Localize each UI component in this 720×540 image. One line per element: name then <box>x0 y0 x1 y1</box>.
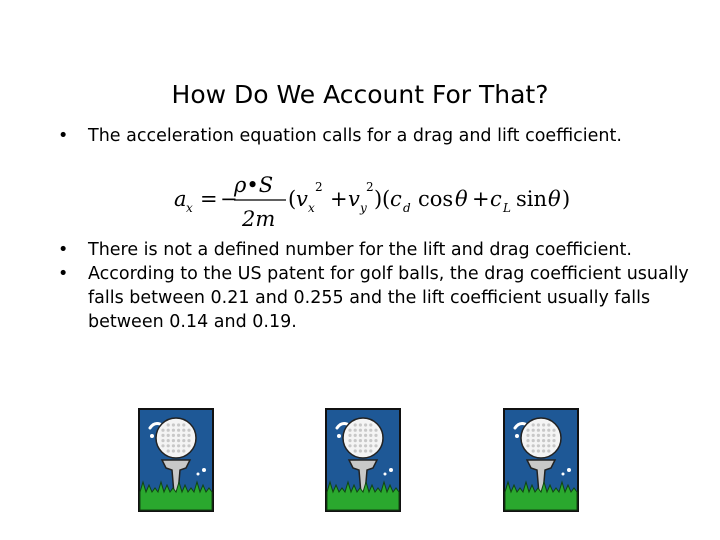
dimple <box>537 429 540 432</box>
dimple <box>542 429 545 432</box>
eq-paren-open-2: ( <box>382 187 391 211</box>
dimple <box>537 434 540 437</box>
dimple <box>364 439 367 442</box>
dimple <box>364 449 367 452</box>
dimple <box>348 434 351 437</box>
dimple <box>182 449 185 452</box>
sparkle <box>567 468 571 472</box>
dimple <box>359 423 362 426</box>
eq-paren-close-1: ) <box>374 187 383 211</box>
dimple <box>364 434 367 437</box>
dimple <box>542 423 545 426</box>
dimple <box>552 429 555 432</box>
eq-cos: cos <box>418 187 454 211</box>
eq-plus-2: + <box>472 187 490 211</box>
golf-ball <box>156 418 196 458</box>
dimple <box>369 444 372 447</box>
golf-ball <box>343 418 383 458</box>
eq-paren-open-1: ( <box>288 187 297 211</box>
dimple <box>177 444 180 447</box>
dimple <box>542 434 545 437</box>
dimple <box>547 439 550 442</box>
dimple <box>542 444 545 447</box>
dimple <box>354 439 357 442</box>
dimple <box>374 439 377 442</box>
dimple <box>182 434 185 437</box>
dimple <box>187 429 190 432</box>
dimple <box>177 439 180 442</box>
dimple <box>187 444 190 447</box>
eq-paren-close-2: ) <box>562 187 571 211</box>
dimple <box>167 429 170 432</box>
dimple <box>177 449 180 452</box>
dimple <box>359 444 362 447</box>
dimple <box>348 439 351 442</box>
dimple <box>526 429 529 432</box>
dimple <box>354 449 357 452</box>
bullet-marker: • <box>58 240 69 260</box>
golf-ball-on-tee-icon <box>325 408 401 512</box>
dimple <box>374 429 377 432</box>
eq-vx: v <box>296 187 308 211</box>
dimple <box>172 449 175 452</box>
eq-cd-sub: d <box>403 201 411 215</box>
bullet-text: There is not a defined number for the lift and drag coefficient. <box>88 240 632 260</box>
eq-numerator: ρ•S <box>234 173 274 197</box>
dimple <box>348 444 351 447</box>
dimple <box>359 434 362 437</box>
dimple <box>374 444 377 447</box>
dimple <box>369 449 372 452</box>
sparkle <box>202 468 206 472</box>
dimple <box>532 449 535 452</box>
dimple <box>532 429 535 432</box>
eq-vy-sub: y <box>360 201 367 215</box>
dimple <box>354 444 357 447</box>
bullet-list-top <box>58 124 698 148</box>
dimple <box>537 423 540 426</box>
dimple <box>354 429 357 432</box>
dimple <box>552 434 555 437</box>
eq-vx-exp: 2 <box>315 180 323 194</box>
dimple <box>359 429 362 432</box>
bullet-item <box>58 238 698 262</box>
eq-lhs: a <box>174 187 187 211</box>
eq-vx-sub: x <box>308 201 315 215</box>
dimple <box>167 423 170 426</box>
dimple <box>547 449 550 452</box>
dimple <box>359 439 362 442</box>
dimple <box>161 444 164 447</box>
dimple <box>172 423 175 426</box>
dimple <box>354 423 357 426</box>
dimple <box>369 434 372 437</box>
dimple <box>182 439 185 442</box>
bullet-item <box>58 124 698 148</box>
eq-equals: = <box>200 187 218 211</box>
dimple <box>172 434 175 437</box>
dimple <box>547 423 550 426</box>
sparkle <box>197 473 200 476</box>
dimple <box>182 423 185 426</box>
eq-sin: sin <box>516 187 548 211</box>
dimple <box>526 444 529 447</box>
eq-minus: − <box>220 187 238 211</box>
dimple <box>359 449 362 452</box>
dimple <box>177 423 180 426</box>
dimple <box>161 439 164 442</box>
dimple <box>172 439 175 442</box>
dimple <box>167 439 170 442</box>
dimple <box>547 434 550 437</box>
dimple <box>369 429 372 432</box>
eq-vy-exp: 2 <box>366 180 374 194</box>
dimple <box>348 429 351 432</box>
dimple <box>369 439 372 442</box>
dimple <box>537 439 540 442</box>
slide-title: How Do We Account For That? <box>171 80 549 109</box>
golf-ball <box>521 418 561 458</box>
eq-cd: c <box>390 187 402 211</box>
eq-theta-2: θ <box>548 187 561 211</box>
dimple <box>532 423 535 426</box>
dimple <box>177 434 180 437</box>
dimple <box>532 434 535 437</box>
dimple <box>526 439 529 442</box>
eq-plus: + <box>330 187 348 211</box>
sparkle <box>389 468 393 472</box>
dimple <box>161 429 164 432</box>
sparkle <box>384 473 387 476</box>
dimple <box>547 429 550 432</box>
dimple <box>161 434 164 437</box>
bullet-marker: • <box>58 126 69 146</box>
eq-cl-sub: L <box>503 201 511 215</box>
dimple <box>172 429 175 432</box>
eq-vy: v <box>348 187 360 211</box>
dimple <box>167 444 170 447</box>
dimple <box>537 449 540 452</box>
bullet-text: According to the US patent for golf balls, the drag coefficient usually falls between 0.21 and 0.255 and the lift coefficient usually falls between 0.14 and 0.19. <box>88 264 689 332</box>
dimple <box>547 444 550 447</box>
dimple <box>542 449 545 452</box>
sparkle <box>515 434 519 438</box>
dimple <box>187 439 190 442</box>
dimple <box>182 429 185 432</box>
dimple <box>532 444 535 447</box>
dimple <box>374 434 377 437</box>
sparkle <box>562 473 565 476</box>
golf-ball-on-tee-icon <box>138 408 214 512</box>
dimple <box>364 444 367 447</box>
dimple <box>369 423 372 426</box>
dimple <box>526 434 529 437</box>
eq-cl: c <box>490 187 502 211</box>
dimple <box>187 434 190 437</box>
dimple <box>167 449 170 452</box>
dimple <box>172 444 175 447</box>
bullet-list-bottom <box>58 238 698 334</box>
dimple <box>182 444 185 447</box>
dimple <box>177 429 180 432</box>
sparkle <box>337 434 341 438</box>
bullet-text: The acceleration equation calls for a drag and lift coefficient. <box>88 126 622 146</box>
dimple <box>552 439 555 442</box>
dimple <box>354 434 357 437</box>
dimple <box>542 439 545 442</box>
sparkle <box>150 434 154 438</box>
eq-lhs-sub: x <box>186 201 193 215</box>
eq-theta-1: θ <box>455 187 468 211</box>
dimple <box>364 429 367 432</box>
eq-denominator: 2m <box>242 207 276 231</box>
golf-ball-on-tee-icon <box>503 408 579 512</box>
dimple <box>167 434 170 437</box>
acceleration-equation <box>172 170 572 232</box>
dimple <box>537 444 540 447</box>
dimple <box>552 444 555 447</box>
bullet-item <box>58 262 698 334</box>
dimple <box>532 439 535 442</box>
bullet-marker: • <box>58 264 69 284</box>
dimple <box>364 423 367 426</box>
